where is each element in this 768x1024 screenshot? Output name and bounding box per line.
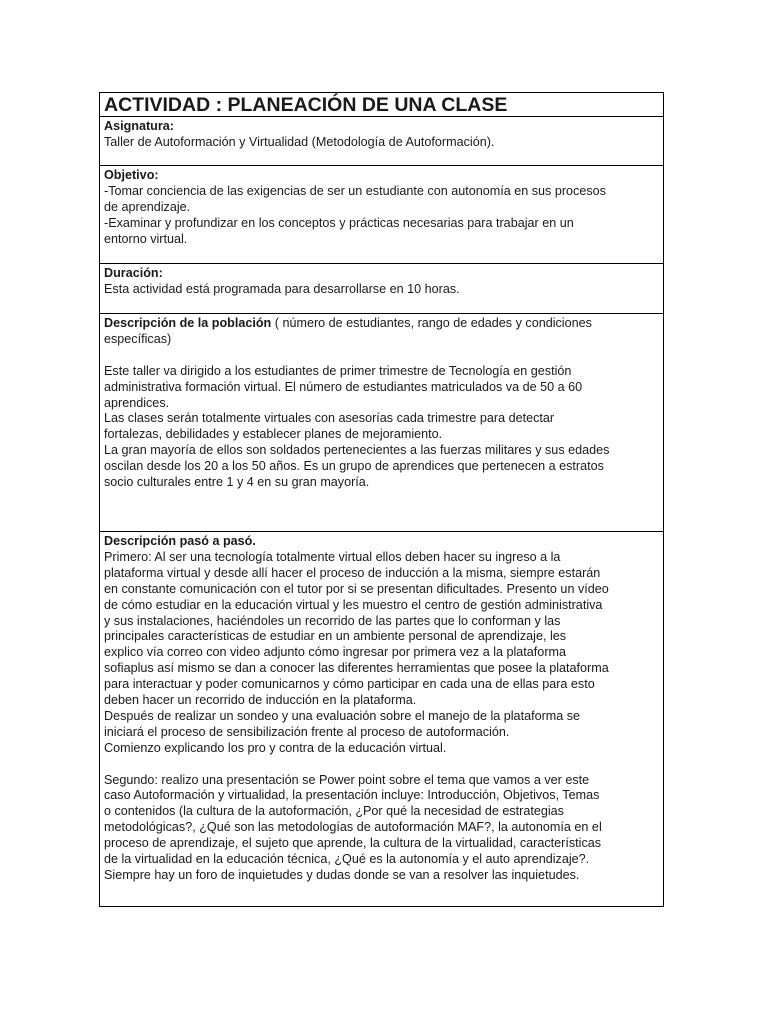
asignatura-line: Taller de Autoformación y Virtualidad (Metodología de Autoformación). [104,134,495,149]
primero-line: Después de realizar un sondeo y una evaluación sobre el manejo de la plataforma se [104,708,581,723]
objetivo-line: -Tomar conciencia de las exigencias de ser un estudiante con autonomía en sus procesos [104,183,606,198]
segundo-line: o contenidos (la cultura de la autoformación, ¿Por qué la necesidad de estrategias [104,804,564,819]
duracion-label: Duración: [104,266,163,280]
primero-line: plataforma virtual y desde allí hacer el proceso de inducción a la misma, siempre estarán [104,565,601,580]
poblacion-line: socio culturales entre 1 y 4 en su gran mayoría. [104,475,370,490]
poblacion-line: Las clases serán totalmente virtuales con asesorías cada trimestre para detectar [104,411,555,426]
objetivo-line: entorno virtual. [104,231,188,246]
segundo-line: Siempre hay un foro de inquietudes y dudas donde se van a resolver las inquietudes. [104,868,580,883]
poblacion-line: La gran mayoría de ellos son soldados pertenecientes a las fuerzas militares y sus edades [104,443,610,458]
poblacion-note: ( número de estudiantes, rango de edades y condiciones [271,316,592,330]
objetivo-line: de aprendizaje. [104,199,191,214]
primero-line: para interactuar y poder comunicarnos y cómo participar en cada una de ellas para esto [104,677,595,692]
poblacion-line: Este taller va dirigido a los estudiantes de primer trimestre de Tecnología en gestión [104,363,572,378]
paragraph-gap [104,757,659,773]
paragraph-gap [104,348,659,364]
objetivo-section [100,166,664,264]
objetivo-line: -Examinar y profundizar en los conceptos y prácticas necesarias para trabajar en un [104,215,574,230]
primero-line: principales características de estudiar en un ambiente personal de aprendizaje, les [104,629,567,644]
primero-line: deben hacer un recorrido de inducción en la plataforma. [104,693,417,708]
primero-line: en constante comunicación con el tutor por si se presentan dificultades. Presento un vídeo [104,581,609,596]
asignatura-section [100,117,664,166]
poblacion-line: aprendices. [104,395,170,410]
primero-line: de cómo estudiar en la educación virtual y les muestro el centro de gestión administrativa [104,597,603,612]
poblacion-line: administrativa formación virtual. El número de estudiantes matriculados va de 50 a 60 [104,379,583,394]
primero-line: iniciará el proceso de sensibilización frente al proceso de autoformación. [104,724,510,739]
objetivo-label: Objetivo: [104,168,159,182]
poblacion-heading [104,316,659,332]
primero-line: Comienzo explicando los pro y contra de la educación virtual. [104,740,447,755]
segundo-line: proceso de aprendizaje, el sujeto que aprende, la cultura de la virtualidad, características [104,836,602,851]
poblacion-line: oscilan desde los 20 a los 50 años. Es un grupo de aprendices que pertenecen a estratos [104,459,604,474]
duracion-section [100,264,664,314]
poblacion-label: Descripción de la población [104,316,272,330]
segundo-line: metodológicas?, ¿Qué son las metodologías de autoformación MAF?, la autonomía en el [104,820,602,835]
segundo-line: Segundo: realizo una presentación se Power point sobre el tema que vamos a ver este [104,772,590,787]
primero-line: explico vía correo con video adjunto cómo ingresar por primera vez a la plataforma [104,645,567,660]
segundo-line: de la virtualidad en la educación técnica, ¿Qué es la autonomía y el auto aprendizaje?. [104,852,590,867]
page-title: ACTIVIDAD : PLANEACIÓN DE UNA CLASE [100,93,664,117]
primero-line: Primero: Al ser una tecnología totalmente virtual ellos deben hacer su ingreso a la [104,549,561,564]
paso-a-paso-section [100,532,664,907]
paso-a-paso-label: Descripción pasó a pasó. [104,534,256,548]
primero-line: y sus instalaciones, haciéndoles un recorrido de las partes que lo conforman y las [104,613,561,628]
poblacion-section [100,314,664,532]
duracion-line: Esta actividad está programada para desarrollarse en 10 horas. [104,281,460,296]
activity-plan-table [99,92,664,907]
primero-line: sofiaplus así mismo se dan a conocer las diferentes herramientas que posee la plataforma [104,661,609,676]
asignatura-label: Asignatura: [104,119,174,133]
poblacion-note-continued: específicas) [104,331,172,346]
poblacion-line: fortalezas, debilidades y establecer planes de mejoramiento. [104,427,443,442]
segundo-line: caso Autoformación y virtualidad, la presentación incluye: Introducción, Objetivos, Temas [104,788,600,803]
